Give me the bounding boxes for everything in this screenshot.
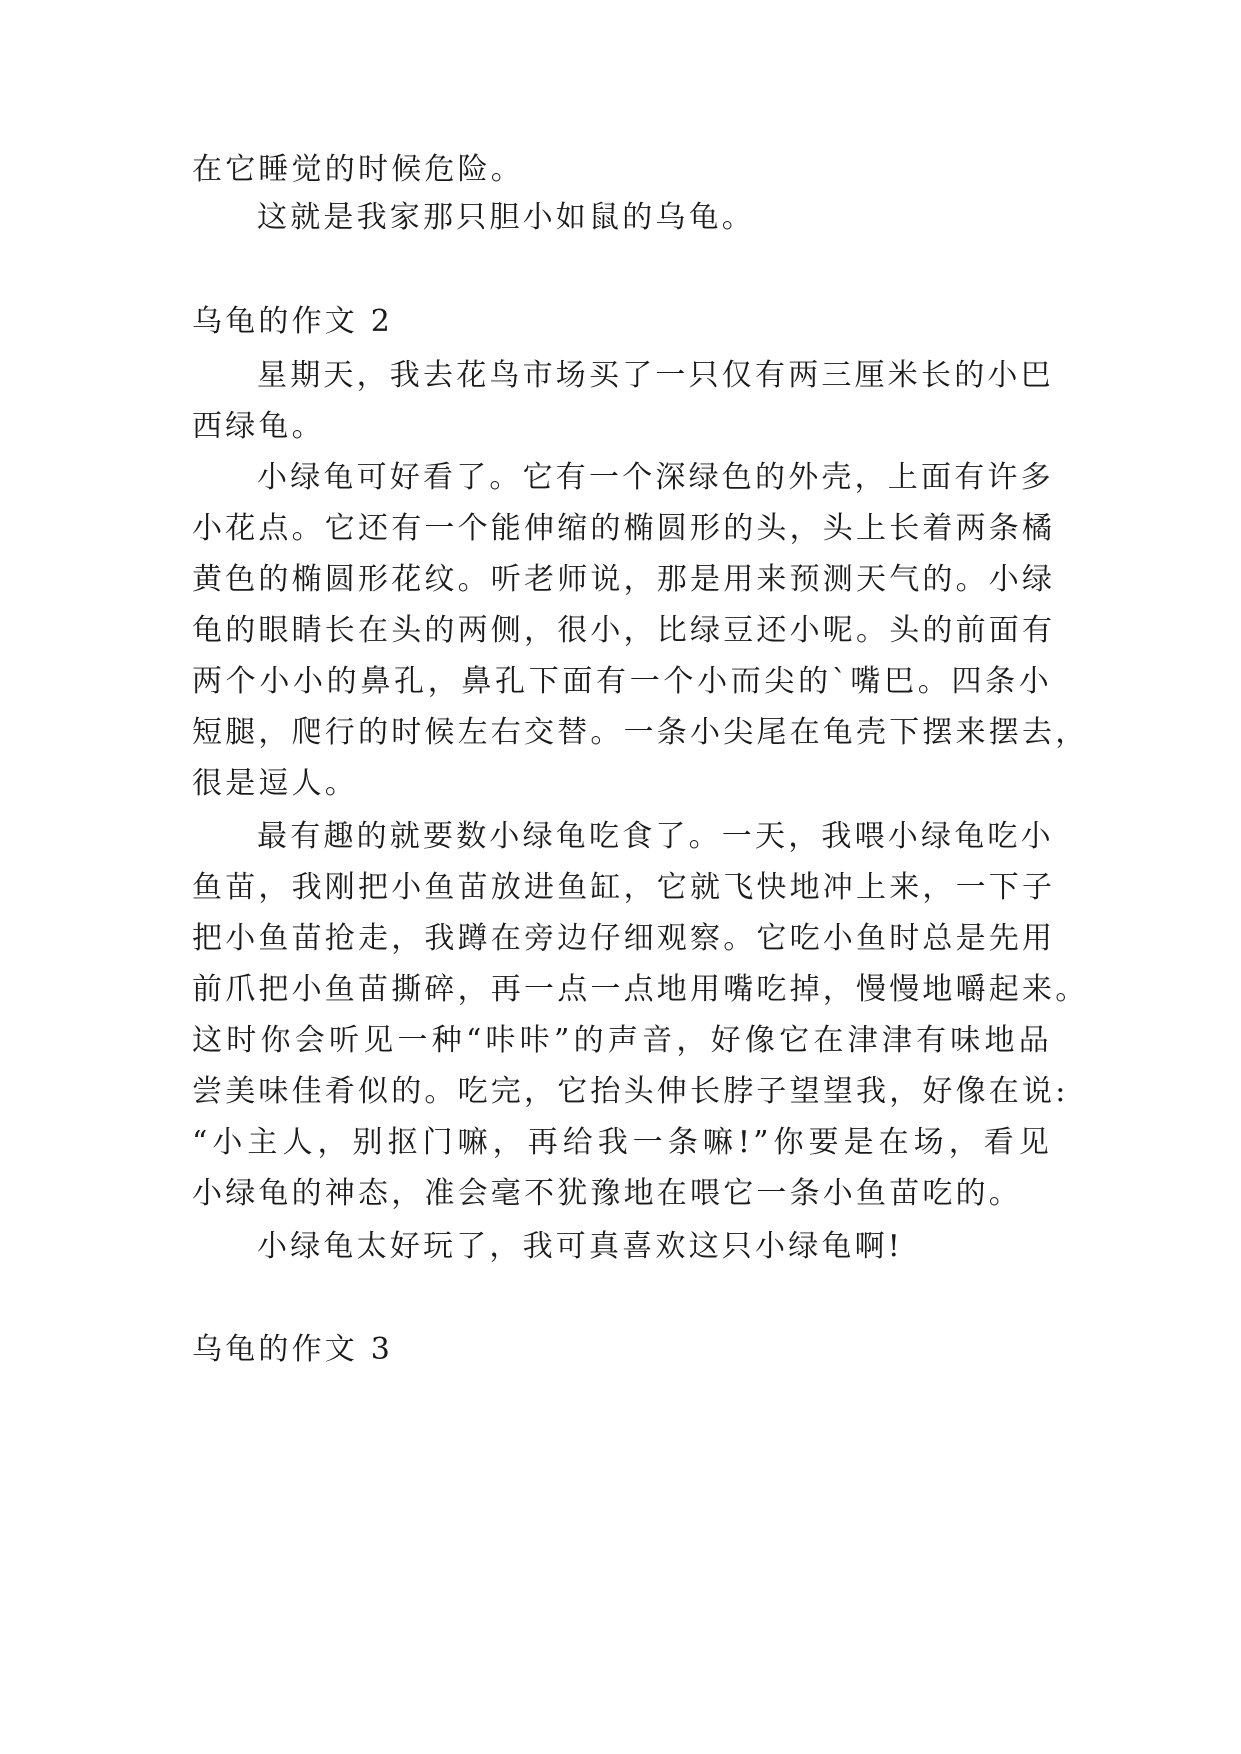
paragraph-line: 西绿龟。: [192, 409, 325, 444]
paragraph-line: 鱼苗，我刚把小鱼苗放进鱼缸，它就飞快地冲上来，一下子: [192, 870, 1056, 905]
paragraph-line: 尝美味佳肴似的。吃完，它抬头伸长脖子望望我，好像在说:: [192, 1074, 1069, 1109]
paragraph-line: “小主人，别抠门嘛，再给我一条嘛!”你要是在场，看见: [192, 1125, 1052, 1160]
section-heading: 乌龟的作文 3: [192, 1332, 394, 1367]
section-heading: 乌龟的作文 2: [192, 304, 394, 339]
paragraph-line: 小绿龟可好看了。它有一个深绿色的外壳，上面有许多: [257, 460, 1054, 495]
paragraph-line: 小绿龟太好玩了，我可真喜欢这只小绿龟啊!: [257, 1229, 904, 1264]
paragraph-line: 小花点。它还有一个能伸缩的椭圆形的头，头上长着两条橘: [192, 511, 1056, 546]
paragraph-line: 把小鱼苗抢走，我蹲在旁边仔细观察。它吃小鱼时总是先用: [192, 921, 1056, 956]
paragraph-line: 前爪把小鱼苗撕碎，再一点一点地用嘴吃掉，慢慢地嚼起来。: [192, 972, 1089, 1007]
paragraph-line: 小绿龟的神态，准会毫不犹豫地在喂它一条小鱼苗吃的。: [192, 1176, 1022, 1211]
paragraph-line: 两个小小的鼻孔，鼻孔下面有一个小而尖的`嘴巴。四条小: [192, 664, 1052, 699]
paragraph-line: 最有趣的就要数小绿龟吃食了。一天，我喂小绿龟吃小: [257, 819, 1054, 854]
paragraph-line: 龟的眼睛长在头的两侧，很小，比绿豆还小呢。头的前面有: [192, 613, 1056, 648]
paragraph-line: 短腿，爬行的时候左右交替。一条小尖尾在龟壳下摆来摆去，: [192, 715, 1089, 750]
paragraph-line: 星期天，我去花鸟市场买了一只仅有两三厘米长的小巴: [257, 358, 1054, 393]
paragraph-line: 很是逗人。: [192, 766, 358, 801]
paragraph-line: 这就是我家那只胆小如鼠的乌龟。: [257, 200, 755, 235]
paragraph-line: 黄色的椭圆形花纹。听老师说，那是用来预测天气的。小绿: [192, 562, 1056, 597]
paragraph-line: 在它睡觉的时候危险。: [192, 152, 524, 187]
paragraph-line: 这时你会听见一种“咔咔”的声音，好像它在津津有味地品: [192, 1023, 1052, 1058]
